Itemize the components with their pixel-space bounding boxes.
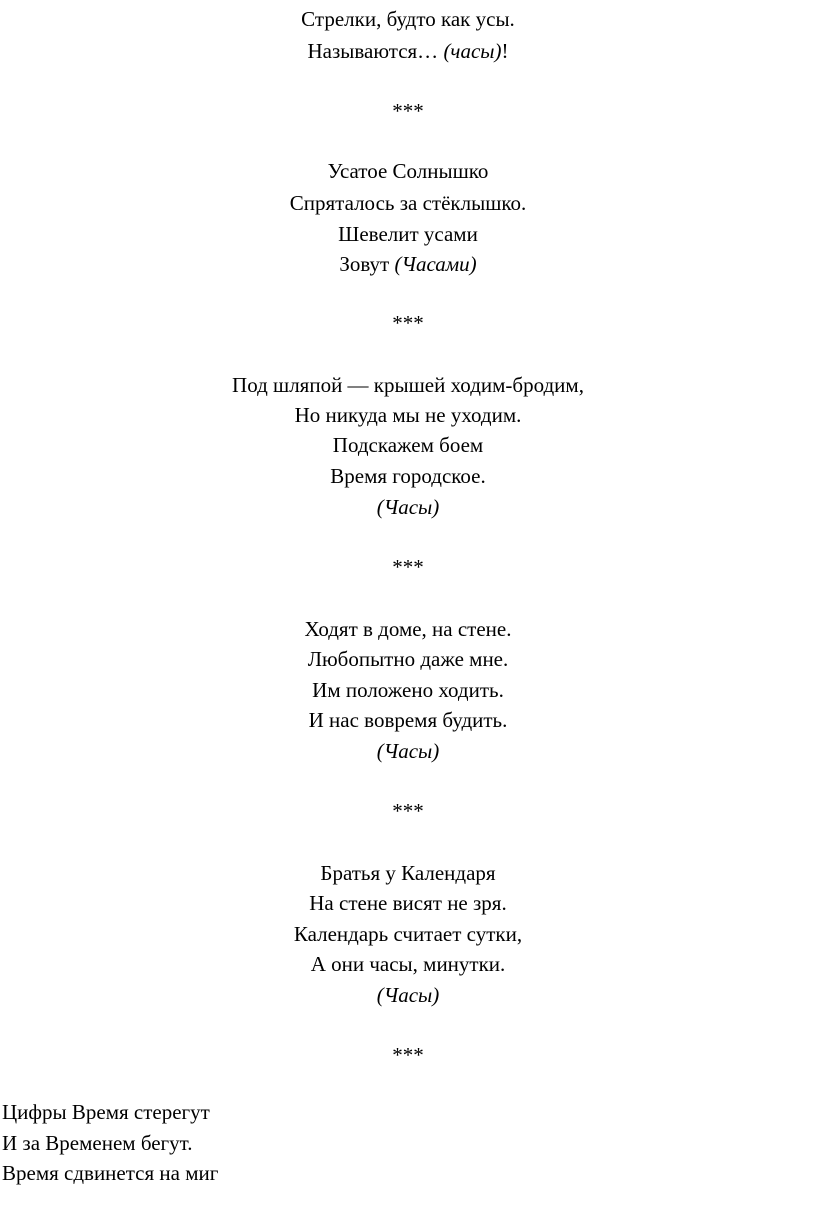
riddle-3-line-3: Подскажем боем: [332, 433, 484, 457]
riddle-6-line-3: Время сдвинется на миг: [2, 1161, 219, 1185]
riddle-5-line-1: Братья у Календаря: [320, 861, 496, 885]
riddle-1-answer-suffix: !: [501, 39, 509, 63]
riddle-3-line-4: Время городское.: [330, 464, 486, 488]
separator: ***: [392, 555, 424, 579]
separator: ***: [392, 99, 424, 123]
riddle-1-answer: (часы): [443, 39, 502, 63]
riddle-4-line-3: Им положено ходить.: [312, 678, 504, 702]
riddle-5-line-3: Календарь считает сутки,: [293, 922, 523, 946]
riddle-2-answer-prefix: Зовут: [339, 252, 395, 276]
separator: ***: [392, 311, 424, 335]
riddle-6-line-2: И за Временем бегут.: [2, 1131, 193, 1155]
riddle-5-answer: (Часы): [376, 983, 440, 1007]
riddle-2-line-1: Усатое Солнышко: [327, 159, 489, 183]
riddle-1-answer-line: [0, 38, 816, 64]
riddle-5-line-4: А они часы, минутки.: [310, 952, 506, 976]
riddle-5-line-2: На стене висят не зря.: [309, 891, 507, 915]
riddle-6-line-1: Цифры Время стерегут: [2, 1100, 210, 1124]
separator: ***: [392, 1043, 424, 1067]
riddle-4-line-2: Любопытно даже мне.: [307, 647, 509, 671]
riddle-1-answer-prefix: Называются…: [307, 39, 444, 63]
riddle-3-line-1: Под шляпой — крышей ходим-бродим,: [232, 373, 584, 397]
riddle-4-answer: (Часы): [376, 739, 440, 763]
separator: ***: [392, 799, 424, 823]
riddle-2-line-2: Спряталось за стёклышко.: [289, 191, 527, 215]
riddle-2-answer-line: [0, 251, 816, 277]
riddle-4-line-4: И нас вовремя будить.: [308, 708, 508, 732]
riddle-3-line-2: Но никуда мы не уходим.: [294, 403, 522, 427]
riddle-2-answer: (Часами): [394, 252, 477, 276]
riddle-2-line-3: Шевелит усами: [338, 222, 478, 246]
riddle-4-line-1: Ходят в доме, на стене.: [304, 617, 512, 641]
riddle-3-answer: (Часы): [376, 495, 440, 519]
riddle-1-line-1: Стрелки, будто как усы.: [301, 7, 515, 31]
